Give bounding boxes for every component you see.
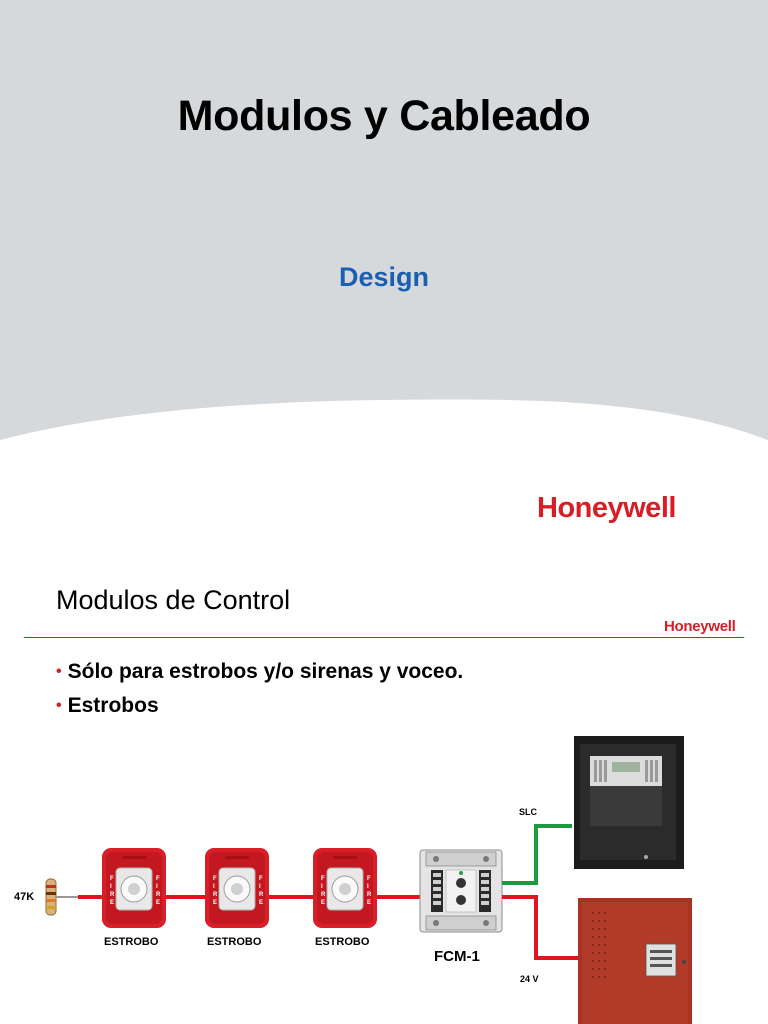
svg-text:E: E xyxy=(110,900,115,906)
slide-subtitle: Design xyxy=(338,262,430,292)
svg-text:I: I xyxy=(367,884,369,890)
svg-text:E: E xyxy=(259,900,264,906)
svg-text:E: E xyxy=(367,900,372,906)
svg-text:F: F xyxy=(259,876,263,882)
section-title: Modulos de Control xyxy=(56,585,291,615)
strobe-label: ESTROBO xyxy=(207,936,262,948)
strobe-label: ESTROBO xyxy=(315,936,370,948)
svg-text:R: R xyxy=(156,892,161,898)
svg-text:R: R xyxy=(367,892,372,898)
power-label: 24 V xyxy=(520,974,539,984)
svg-text:I: I xyxy=(156,884,158,890)
svg-text:E: E xyxy=(213,900,218,906)
resistor-label: 47K xyxy=(14,891,35,903)
svg-text:F: F xyxy=(156,876,160,882)
svg-text:F: F xyxy=(110,876,114,882)
control-module-icon xyxy=(420,850,502,932)
svg-text:F: F xyxy=(213,876,217,882)
strobe-device-icon xyxy=(205,848,269,928)
strobe-label: ESTROBO xyxy=(104,936,159,948)
slide-title: Modulos y Cableado xyxy=(177,92,591,140)
bullet-dot-icon: • xyxy=(56,663,62,680)
svg-text:I: I xyxy=(259,884,261,890)
svg-text:F: F xyxy=(321,876,325,882)
resistor-icon xyxy=(46,879,78,915)
svg-text:I: I xyxy=(213,884,215,890)
bullet-text: Estrobos xyxy=(67,694,159,717)
module-label: FCM-1 xyxy=(434,948,480,965)
svg-text:E: E xyxy=(156,900,161,906)
svg-text:I: I xyxy=(110,884,112,890)
slc-label: SLC xyxy=(519,807,537,817)
power-supply-icon xyxy=(578,898,692,1024)
strobe-device-icon xyxy=(313,848,377,928)
svg-text:R: R xyxy=(321,892,326,898)
fire-alarm-panel-icon xyxy=(574,736,684,869)
bullet-dot-icon: • xyxy=(56,697,62,714)
svg-text:R: R xyxy=(213,892,218,898)
svg-text:I: I xyxy=(321,884,323,890)
svg-text:R: R xyxy=(110,892,115,898)
strobe-device-icon xyxy=(102,848,166,928)
bullet-text: Sólo para estrobos y/o sirenas y voceo. xyxy=(67,660,464,683)
svg-text:E: E xyxy=(321,900,326,906)
honeywell-logo-small: Honeywell xyxy=(664,618,736,635)
svg-text:F: F xyxy=(367,876,371,882)
svg-text:R: R xyxy=(259,892,264,898)
honeywell-logo: Honeywell xyxy=(537,492,676,524)
